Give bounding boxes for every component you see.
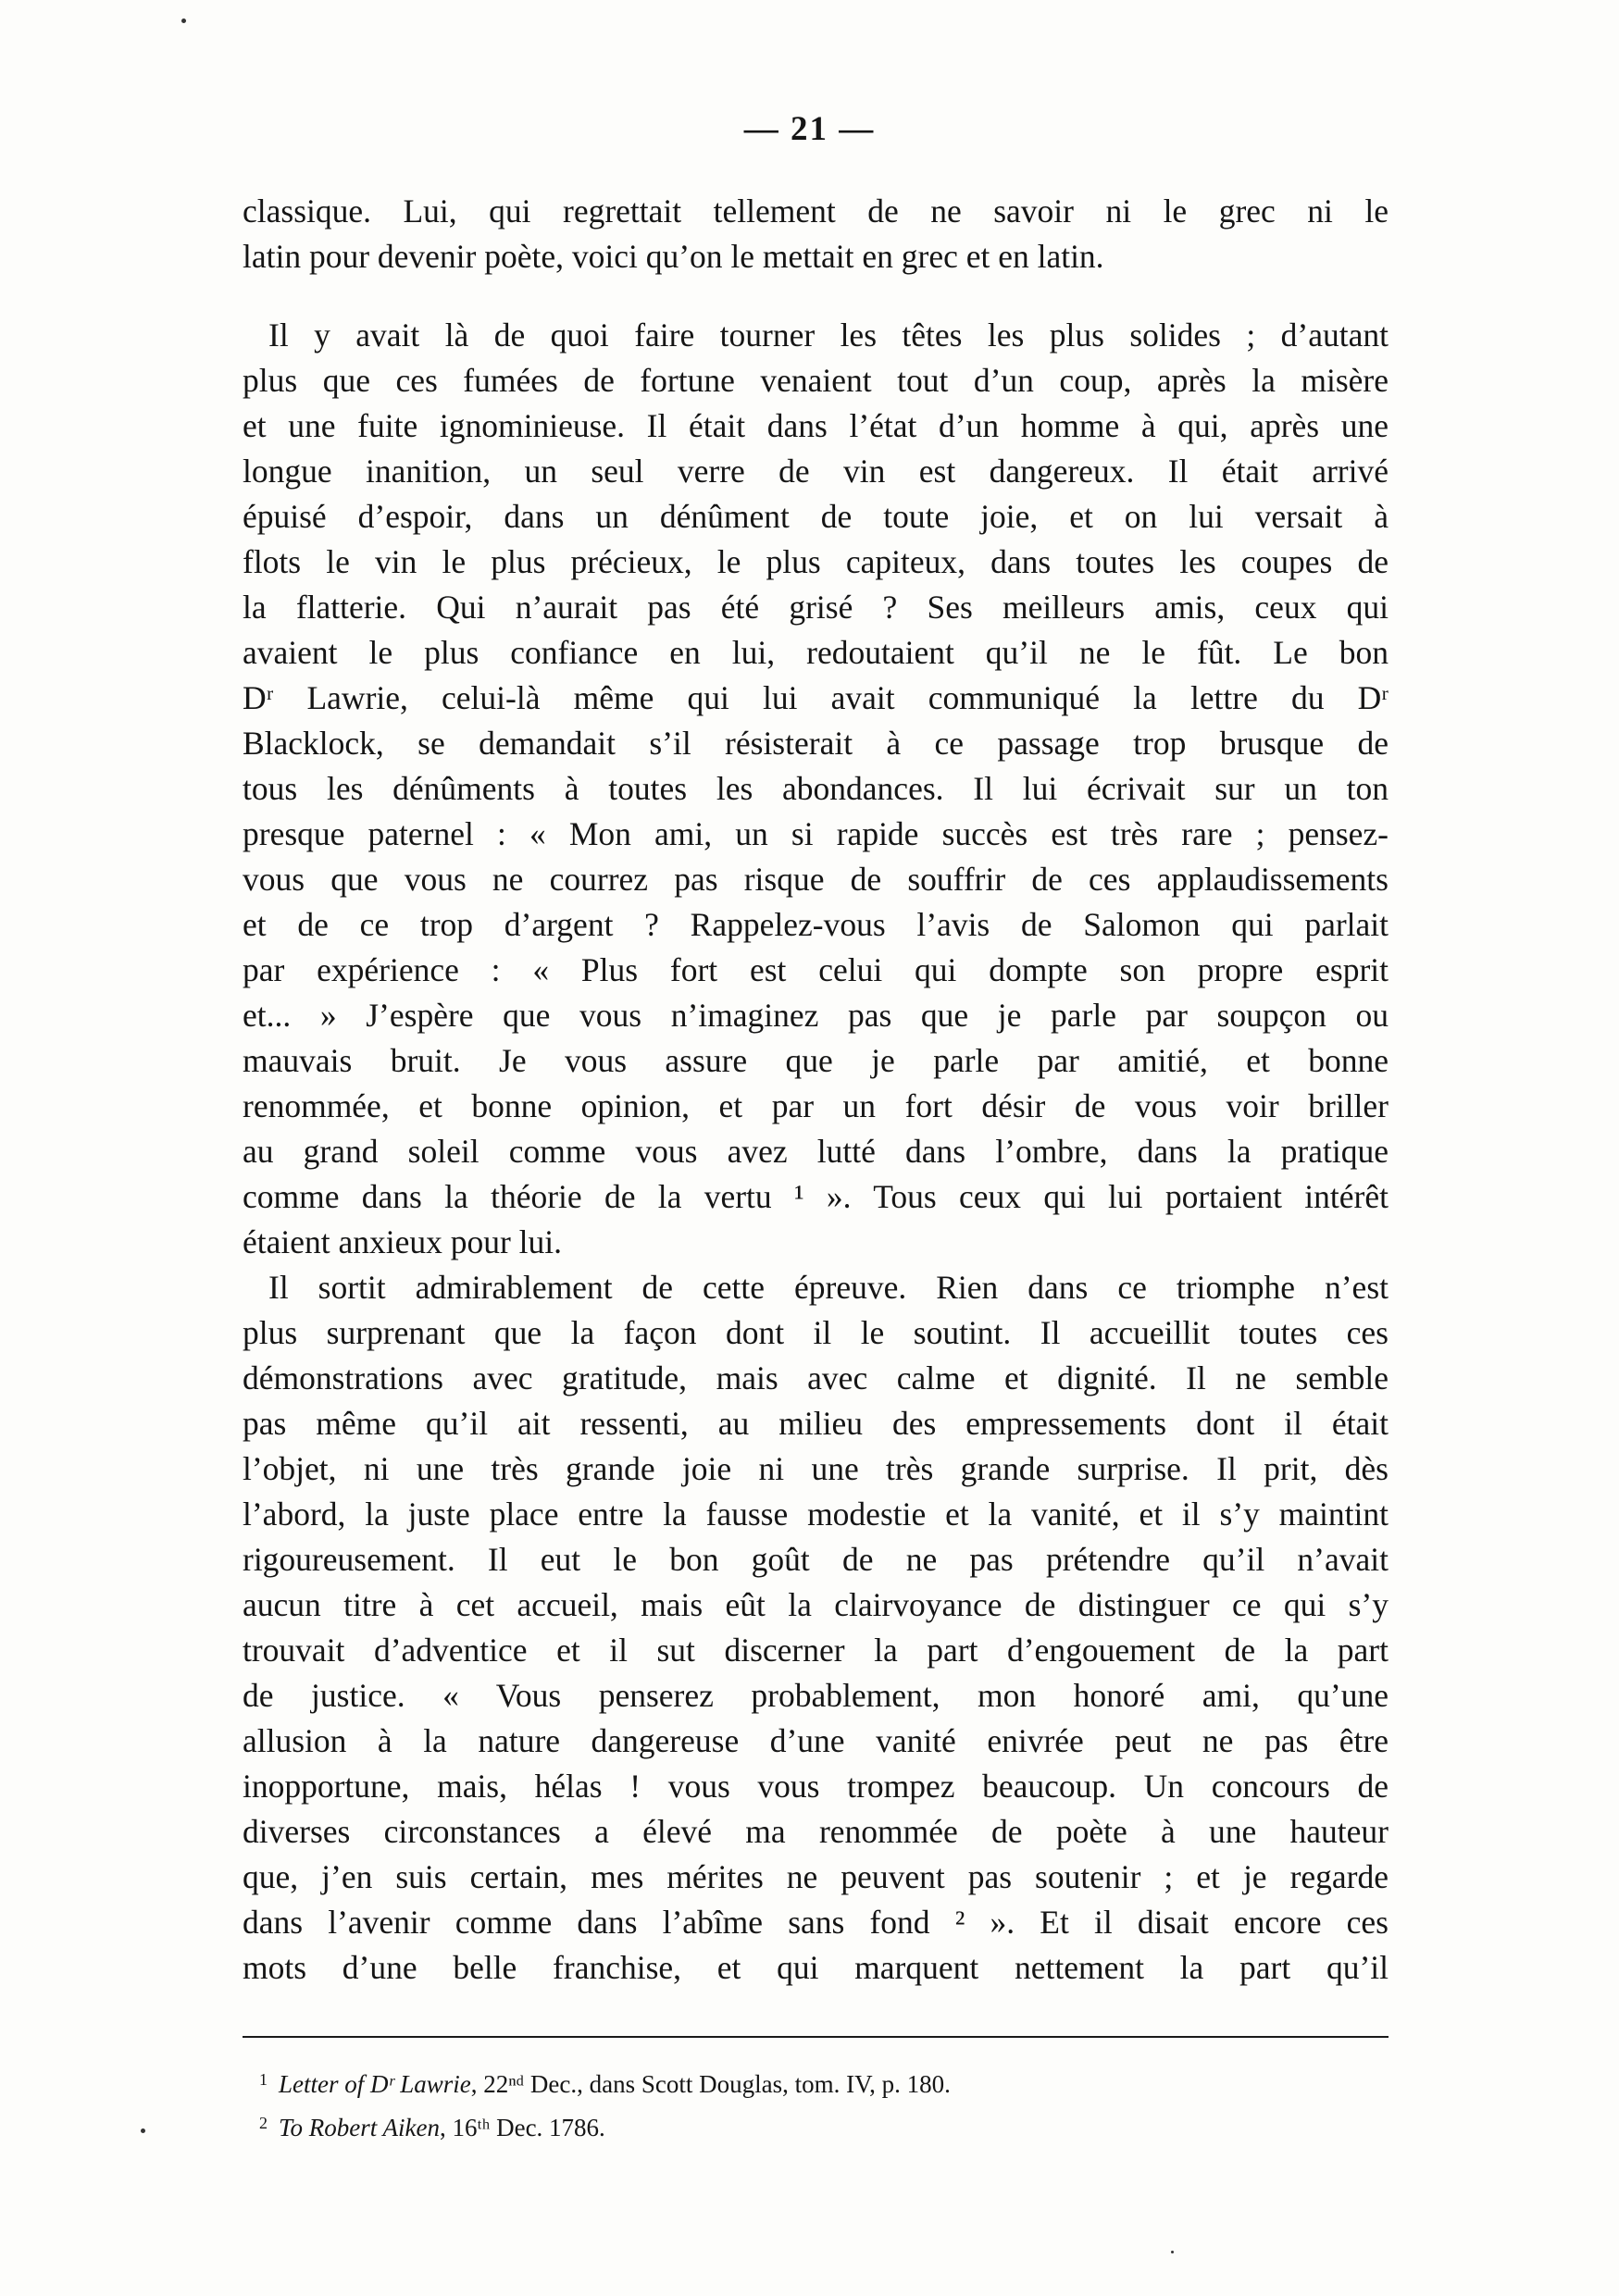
paragraph-2 (243, 313, 1389, 1265)
text-line: plus surprenant que la façon dont il le soutint. Il accueillit toutes ces (243, 1314, 1389, 1351)
text-line: l’objet, ni une très grande joie ni une très grande surprise. Il prit, dès (243, 1450, 1389, 1487)
text-line: dans l’avenir comme dans l’abîme sans fond ² ». Et il disait encore ces (243, 1904, 1389, 1941)
text-line: avaient le plus confiance en lui, redoutaient qu’il ne le fût. Le bon (243, 634, 1389, 671)
text-line: tous les dénûments à toutes les abondances. Il lui écrivait sur un ton (243, 770, 1389, 807)
text-line: de justice. « Vous penserez probablement, mon honoré ami, qu’une (243, 1677, 1389, 1714)
paragraph-3 (243, 1265, 1389, 1991)
footnote-rule (243, 2036, 1389, 2038)
text-line: et une fuite ignominieuse. Il était dans l’état d’un homme à qui, après une (243, 407, 1389, 444)
footnote-title: Letter of Dʳ Lawrie (279, 2070, 471, 2098)
text-line: au grand soleil comme vous avez lutté dans l’ombre, dans la pratique (243, 1133, 1389, 1170)
text-line: renommée, et bonne opinion, et par un fort désir de vous voir briller (243, 1087, 1389, 1124)
text-line: étaient anxieux pour lui. (243, 1223, 563, 1260)
text-line: presque paternel : « Mon ami, un si rapide succès est très rare ; pensez- (243, 815, 1389, 852)
footnote-text: , 16ᵗʰ Dec. 1786. (440, 2114, 605, 2141)
text-line: que, j’en suis certain, mes mérites ne peuvent pas soutenir ; et je regarde (243, 1858, 1389, 1895)
text-line: longue inanition, un seul verre de vin est dangereux. Il était arrivé (243, 453, 1389, 490)
text-line: démonstrations avec gratitude, mais avec calme et dignité. Il ne semble (243, 1359, 1389, 1396)
paragraph-1 (243, 189, 1389, 279)
footnote-marker: 1 (259, 2070, 268, 2089)
text-line: allusion à la nature dangereuse d’une vanité enivrée peut ne pas être (243, 1722, 1389, 1759)
text-line: Il sortit admirablement de cette épreuve. Rien dans ce triomphe n’est (268, 1269, 1389, 1306)
text-line: vous que vous ne courrez pas risque de souffrir de ces applaudissements (243, 861, 1389, 898)
text-line: flots le vin le plus précieux, le plus capiteux, dans toutes les coupes de (243, 543, 1389, 580)
text-line: épuisé d’espoir, dans un dénûment de toute joie, et on lui versait à (243, 498, 1389, 535)
text-line: inopportune, mais, hélas ! vous vous trompez beaucoup. Un concours de (243, 1768, 1389, 1805)
footnote-1 (259, 2060, 1370, 2104)
text-line: mauvais bruit. Je vous assure que je parle par amitié, et bonne (243, 1042, 1389, 1079)
text-line: latin pour devenir poète, voici qu’on le mettait en grec et en latin. (243, 238, 1104, 275)
text-line: par expérience : « Plus fort est celui qui dompte son propre esprit (243, 951, 1389, 988)
text-line: aucun titre à cet accueil, mais eût la clairvoyance de distinguer ce qui s’y (243, 1586, 1389, 1623)
text-line: rigoureusement. Il eut le bon goût de ne pas prétendre qu’il n’avait (243, 1541, 1389, 1578)
text-line: diverses circonstances a élevé ma renommée de poète à une hauteur (243, 1813, 1389, 1850)
footnote-title: To Robert Aiken (279, 2114, 440, 2141)
footnote-marker: 2 (259, 2114, 268, 2132)
footnote-text: , 22ⁿᵈ Dec., dans Scott Douglas, tom. IV, p. 180. (470, 2070, 951, 2098)
page-number: — 21 — (743, 110, 876, 148)
text-line: comme dans la théorie de la vertu ¹ ». Tous ceux qui lui portaient intérêt (243, 1178, 1389, 1215)
paper-speck (141, 2128, 145, 2133)
footnotes (259, 2060, 1370, 2147)
text-line: l’abord, la juste place entre la fausse modestie et la vanité, et il s’y maintint (243, 1496, 1389, 1533)
paper-speck (181, 19, 186, 23)
text-line: classique. Lui, qui regrettait tellement de ne savoir ni le grec ni le (243, 192, 1389, 230)
text-line: la flatterie. Qui n’aurait pas été grisé ? Ses meilleurs amis, ceux qui (243, 589, 1389, 626)
footnote-2 (259, 2104, 1370, 2147)
paper-speck (1171, 2251, 1174, 2253)
body-text (243, 189, 1389, 1991)
text-line: plus que ces fumées de fortune venaient tout d’un coup, après la misère (243, 362, 1389, 399)
text-line: trouvait d’adventice et il sut discerner la part d’engouement de la part (243, 1632, 1389, 1669)
text-line: Dʳ Lawrie, celui-là même qui lui avait communiqué la lettre du Dʳ (243, 679, 1389, 716)
text-line: pas même qu’il ait ressenti, au milieu des empressements dont il était (243, 1405, 1389, 1442)
text-line: et de ce trop d’argent ? Rappelez-vous l’avis de Salomon qui parlait (243, 906, 1389, 943)
text-line: mots d’une belle franchise, et qui marquent nettement la part qu’il (243, 1949, 1389, 1986)
text-line: Il y avait là de quoi faire tourner les têtes les plus solides ; d’autant (268, 316, 1389, 354)
text-line: et... » J’espère que vous n’imaginez pas que je parle par soupçon ou (243, 997, 1389, 1034)
text-line: Blacklock, se demandait s’il résisterait à ce passage trop brusque de (243, 725, 1389, 762)
